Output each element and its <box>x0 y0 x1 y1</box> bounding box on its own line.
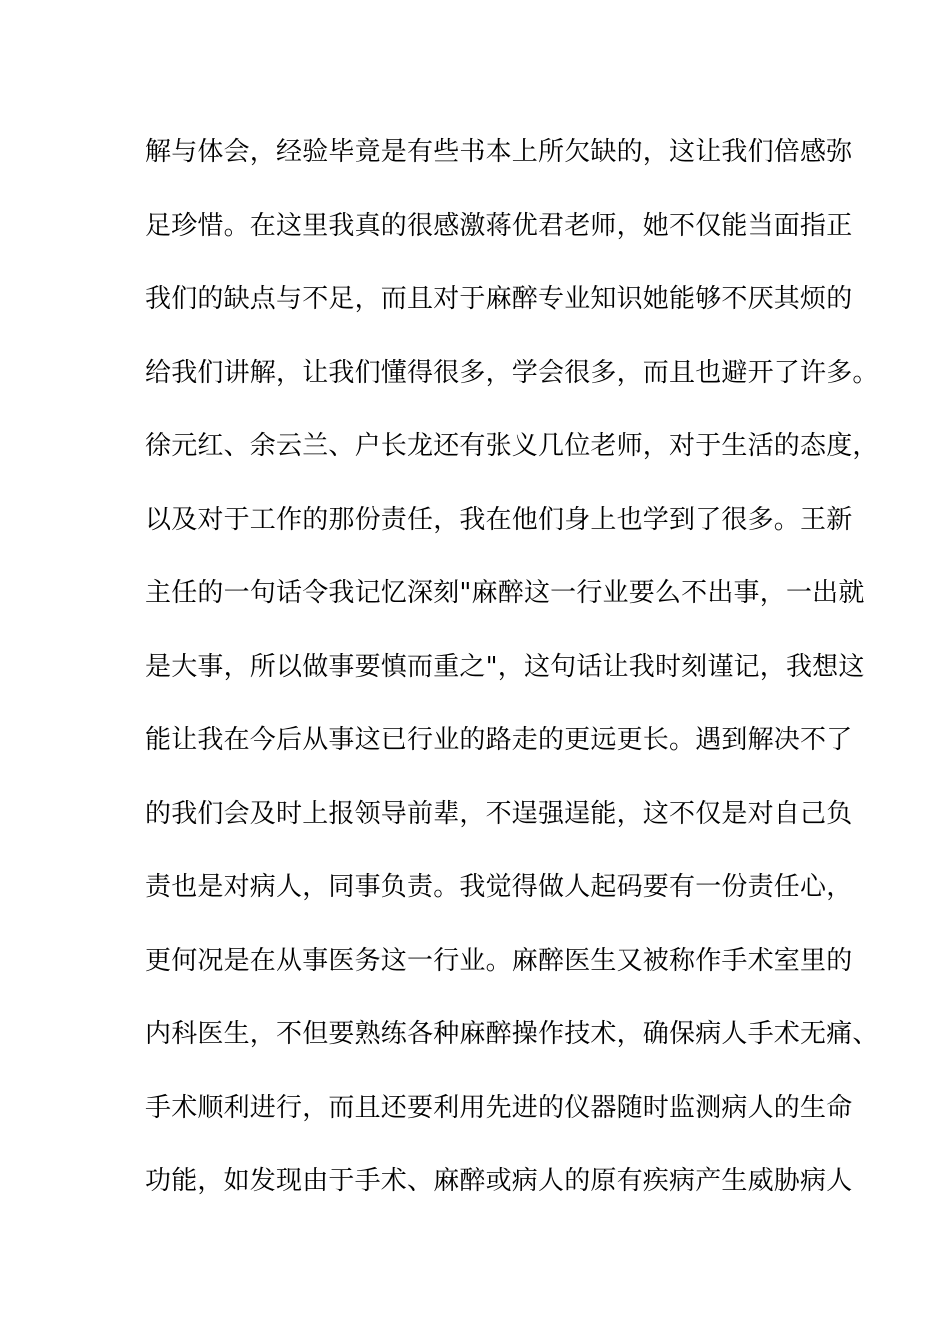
text-line: 内科医生，不但要熟练各种麻醉操作技术，确保病人手术无痛、 <box>145 1019 879 1049</box>
text-line: 徐元红、余云兰、户长龙还有张义几位老师，对于生活的态度， <box>145 431 879 461</box>
text-line: 能让我在今后从事这已行业的路走的更远更长。遇到解决不了 <box>145 725 853 755</box>
text-line: 解与体会，经验毕竟是有些书本上所欠缺的，这让我们倍感弥 <box>145 137 853 167</box>
text-line: 主任的一句话令我记忆深刻"麻醉这一行业要么不出事，一出就 <box>145 578 865 608</box>
body-text <box>145 132 879 1235</box>
text-line: 是大事，所以做事要慎而重之"，这句话让我时刻谨记，我想这 <box>145 651 865 682</box>
text-line: 的我们会及时上报领导前辈，不逞强逞能，这不仅是对自己负 <box>145 798 853 829</box>
text-line: 给我们讲解，让我们懂得很多，学会很多，而且也避开了许多。 <box>145 357 879 388</box>
text-line: 责也是对病人，同事负责。我觉得做人起码要有一份责任心， <box>145 872 853 902</box>
text-line: 更何况是在从事医务这一行业。麻醉医生又被称作手术室里的 <box>145 945 853 976</box>
text-line: 我们的缺点与不足，而且对于麻醉专业知识她能够不厌其烦的 <box>145 284 853 314</box>
text-line: 功能，如发现由于手术、麻醉或病人的原有疾病产生威胁病人 <box>145 1166 853 1196</box>
text-line: 以及对于工作的那份责任，我在他们身上也学到了很多。王新 <box>145 504 853 535</box>
text-line: 手术顺利进行，而且还要利用先进的仪器随时监测病人的生命 <box>145 1092 853 1123</box>
text-line: 足珍惜。在这里我真的很感激蒋优君老师，她不仅能当面指正 <box>145 210 853 241</box>
